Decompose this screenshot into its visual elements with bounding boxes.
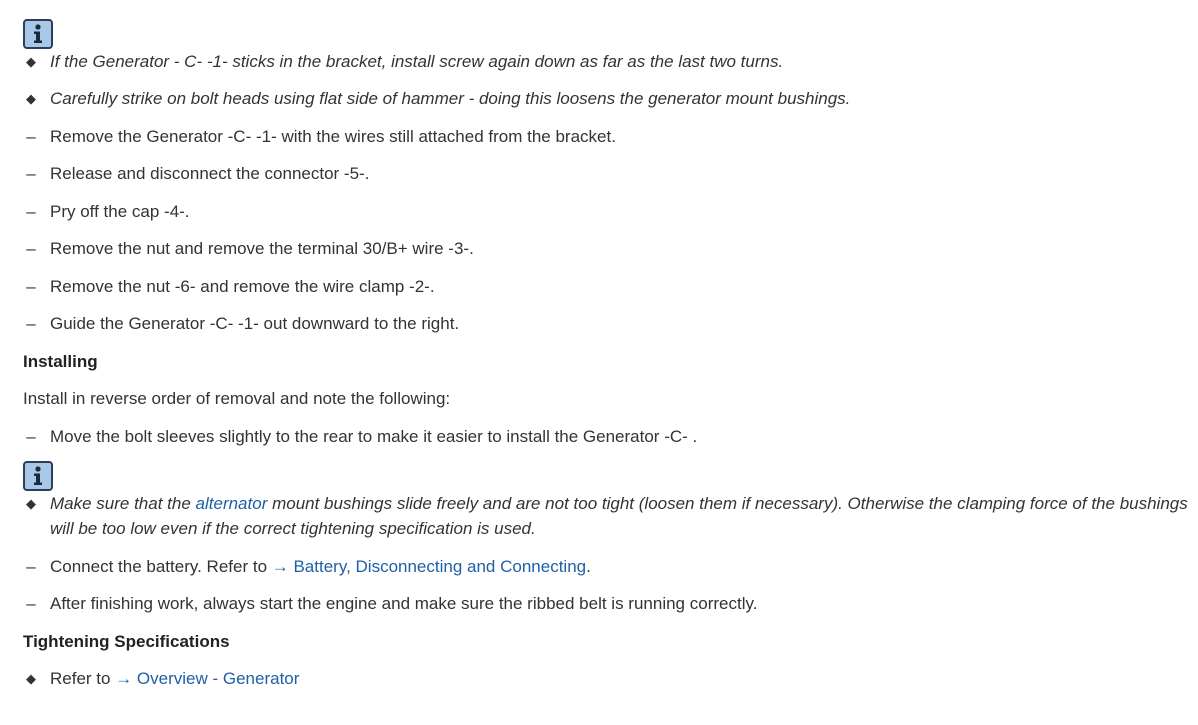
dash-bullet-icon: – bbox=[26, 202, 36, 221]
note-prefix: Make sure that the bbox=[50, 494, 196, 513]
dash-bullet-icon: – bbox=[26, 594, 36, 613]
dash-bullet-icon: – bbox=[26, 427, 36, 446]
overview-generator-link[interactable]: → Overview - Generator bbox=[115, 669, 300, 688]
note-text: If the Generator - C- -1- sticks in the bracket, install screw again down as far as the last two turns. bbox=[50, 52, 784, 71]
dash-bullet-icon: – bbox=[26, 164, 36, 183]
battery-link[interactable]: → Battery, Disconnecting and Connecting bbox=[271, 557, 587, 576]
dash-bullet-icon: – bbox=[26, 239, 36, 258]
dash-bullet-icon: – bbox=[26, 557, 36, 576]
step-text: Pry off the cap -4-. bbox=[50, 202, 190, 221]
step-text: After finishing work, always start the engine and make sure the ribbed belt is running correctly. bbox=[50, 594, 758, 613]
step-text: Move the bolt sleeves slightly to the rear to make it easier to install the Generator -C- . bbox=[50, 427, 698, 446]
note-item bbox=[23, 86, 1190, 111]
step-text: Release and disconnect the connector -5-. bbox=[50, 164, 370, 183]
diamond-bullet-icon: ◆ bbox=[26, 671, 36, 686]
step-text: Remove the nut and remove the terminal 30/B+ wire -3-. bbox=[50, 239, 474, 258]
reference-item bbox=[23, 666, 1190, 691]
note-suffix: mount bushings slide freely and are not too tight (loosen them if necessary). Otherwise the clamping force of the bushings will be too low even if the correct tightening specification is used. bbox=[50, 494, 1188, 538]
step-suffix: . bbox=[586, 557, 591, 576]
section-heading-tightening: Tightening Specifications bbox=[23, 632, 230, 651]
alternator-link[interactable]: alternator bbox=[195, 494, 268, 513]
step-text: Remove the Generator -C- -1- with the wires still attached from the bracket. bbox=[50, 127, 616, 146]
info-icon bbox=[23, 461, 53, 491]
step-item bbox=[23, 424, 1190, 449]
step-item bbox=[23, 311, 1190, 336]
reference-prefix: Refer to bbox=[50, 669, 116, 688]
step-text bbox=[50, 554, 1190, 579]
reference-text bbox=[50, 666, 1190, 691]
step-prefix: Connect the battery. Refer to bbox=[50, 557, 272, 576]
step-text: Guide the Generator -C- -1- out downward to the right. bbox=[50, 314, 460, 333]
diamond-bullet-icon: ◆ bbox=[26, 91, 36, 106]
step-item bbox=[23, 554, 1190, 579]
diamond-bullet-icon: ◆ bbox=[26, 54, 36, 69]
step-item bbox=[23, 199, 1190, 224]
dash-bullet-icon: – bbox=[26, 277, 36, 296]
step-text: Remove the nut -6- and remove the wire clamp -2-. bbox=[50, 277, 435, 296]
step-item bbox=[23, 161, 1190, 186]
dash-bullet-icon: – bbox=[26, 314, 36, 333]
note-text: Carefully strike on bolt heads using flat side of hammer - doing this loosens the generator mount bushings. bbox=[50, 89, 851, 108]
step-item bbox=[23, 124, 1190, 149]
installing-intro: Install in reverse order of removal and note the following: bbox=[23, 389, 451, 408]
note-item bbox=[23, 49, 1190, 74]
step-item bbox=[23, 591, 1190, 616]
info-icon bbox=[23, 19, 53, 49]
dash-bullet-icon: – bbox=[26, 127, 36, 146]
note-text bbox=[50, 491, 1190, 541]
step-item bbox=[23, 236, 1190, 261]
step-item bbox=[23, 274, 1190, 299]
diamond-bullet-icon: ◆ bbox=[26, 496, 36, 511]
note-item bbox=[23, 491, 1190, 541]
section-heading-installing: Installing bbox=[23, 352, 98, 371]
